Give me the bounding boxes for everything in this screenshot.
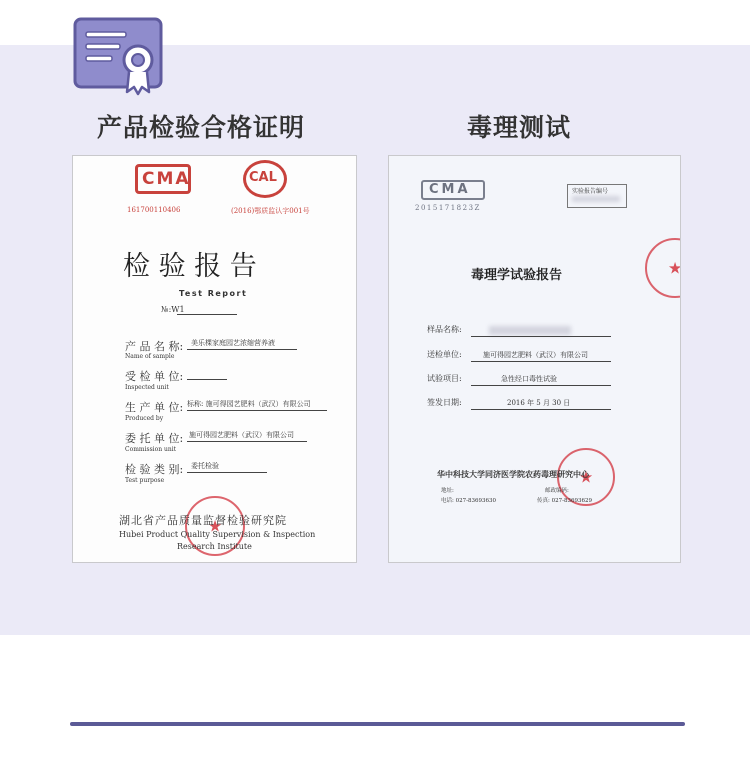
footer-institute-cn: 湖北省产品质量监督检验研究院 (119, 514, 287, 527)
cma-number: 2015171823Z (415, 204, 481, 212)
field-value-produced-by: 标称: 施可得园艺肥料（武汉）有限公司 (187, 400, 311, 408)
field-value-test-item: 急性经口毒性试验 (501, 375, 557, 383)
left-section-title: 产品检验合格证明 (97, 113, 306, 142)
cal-logo-text: CAL (249, 170, 277, 185)
cma-logo-text: CMA (142, 169, 191, 189)
cma-logo-icon (421, 180, 485, 200)
cma-logo-text: CMA (429, 182, 471, 197)
cma-logo-icon (135, 164, 191, 194)
report-number-box (567, 184, 627, 208)
toxicology-report-image (388, 155, 681, 563)
phone-number: 电话: 027-83693630 (441, 498, 496, 504)
footer-institute-en-2: Research Institute (177, 542, 252, 551)
report-number-label: 实验报告编号 (572, 188, 609, 195)
field-label-en-product-name: Name of sample (125, 353, 175, 360)
field-label-en-commission-unit: Commission unit (125, 446, 177, 453)
field-label-test-purpose: 检 验 类 别: (125, 463, 184, 476)
bottom-divider (70, 722, 685, 726)
field-label-commission-unit: 委 托 单 位: (125, 432, 184, 445)
footer-institute-en-1: Hubei Product Quality Supervision & Inspection (119, 530, 316, 539)
blurred-sample-name (489, 326, 571, 335)
field-label-sample-name: 样品名称: (427, 325, 462, 334)
field-label-inspected-unit: 受 检 单 位: (125, 370, 184, 383)
field-value-issue-date: 2016 年 5 月 30 日 (507, 399, 571, 407)
field-label-submitter: 送检单位: (427, 350, 462, 359)
field-label-en-test-purpose: Test purpose (125, 477, 165, 484)
right-section-title: 毒理测试 (467, 113, 572, 142)
issuer-name: 华中科技大学同济医学院农药毒理研究中心 (437, 469, 589, 479)
field-label-en-inspected-unit: Inspected unit (125, 384, 169, 391)
report-title-cn: 检 验 报 告 (123, 251, 257, 282)
certificate-icon (72, 16, 164, 96)
cal-number: (2016)鄂质监认字001号 (231, 207, 310, 215)
field-label-issue-date: 签发日期: (427, 398, 462, 407)
fax-number: 传真: 027-83693629 (537, 498, 592, 504)
cal-logo-icon (243, 160, 287, 198)
field-label-produced-by: 生 产 单 位: (125, 401, 184, 414)
report-number: №:W1 (161, 305, 185, 314)
field-value-submitter: 施可得园艺肥料（武汉）有限公司 (483, 351, 588, 359)
report-title: 毒理学试验报告 (471, 268, 563, 283)
field-value-product-name: 美乐棵家庭园艺浓缩营养液 (191, 339, 275, 347)
field-value-test-purpose: 委托检验 (191, 462, 219, 470)
inspection-report-image (72, 155, 357, 563)
cma-number: 161700110406 (127, 206, 181, 214)
top-seal-stamp (645, 238, 681, 298)
postcode-label: 邮政编码: (545, 488, 569, 494)
address-label: 地址: (441, 488, 454, 494)
field-label-product-name: 产 品 名 称: (125, 340, 184, 353)
field-label-en-produced-by: Produced by (125, 415, 164, 422)
field-value-commission-unit: 施可得园艺肥料（武汉）有限公司 (189, 431, 294, 439)
field-label-test-item: 试验项目: (427, 374, 462, 383)
report-title-en: Test Report (179, 289, 248, 298)
